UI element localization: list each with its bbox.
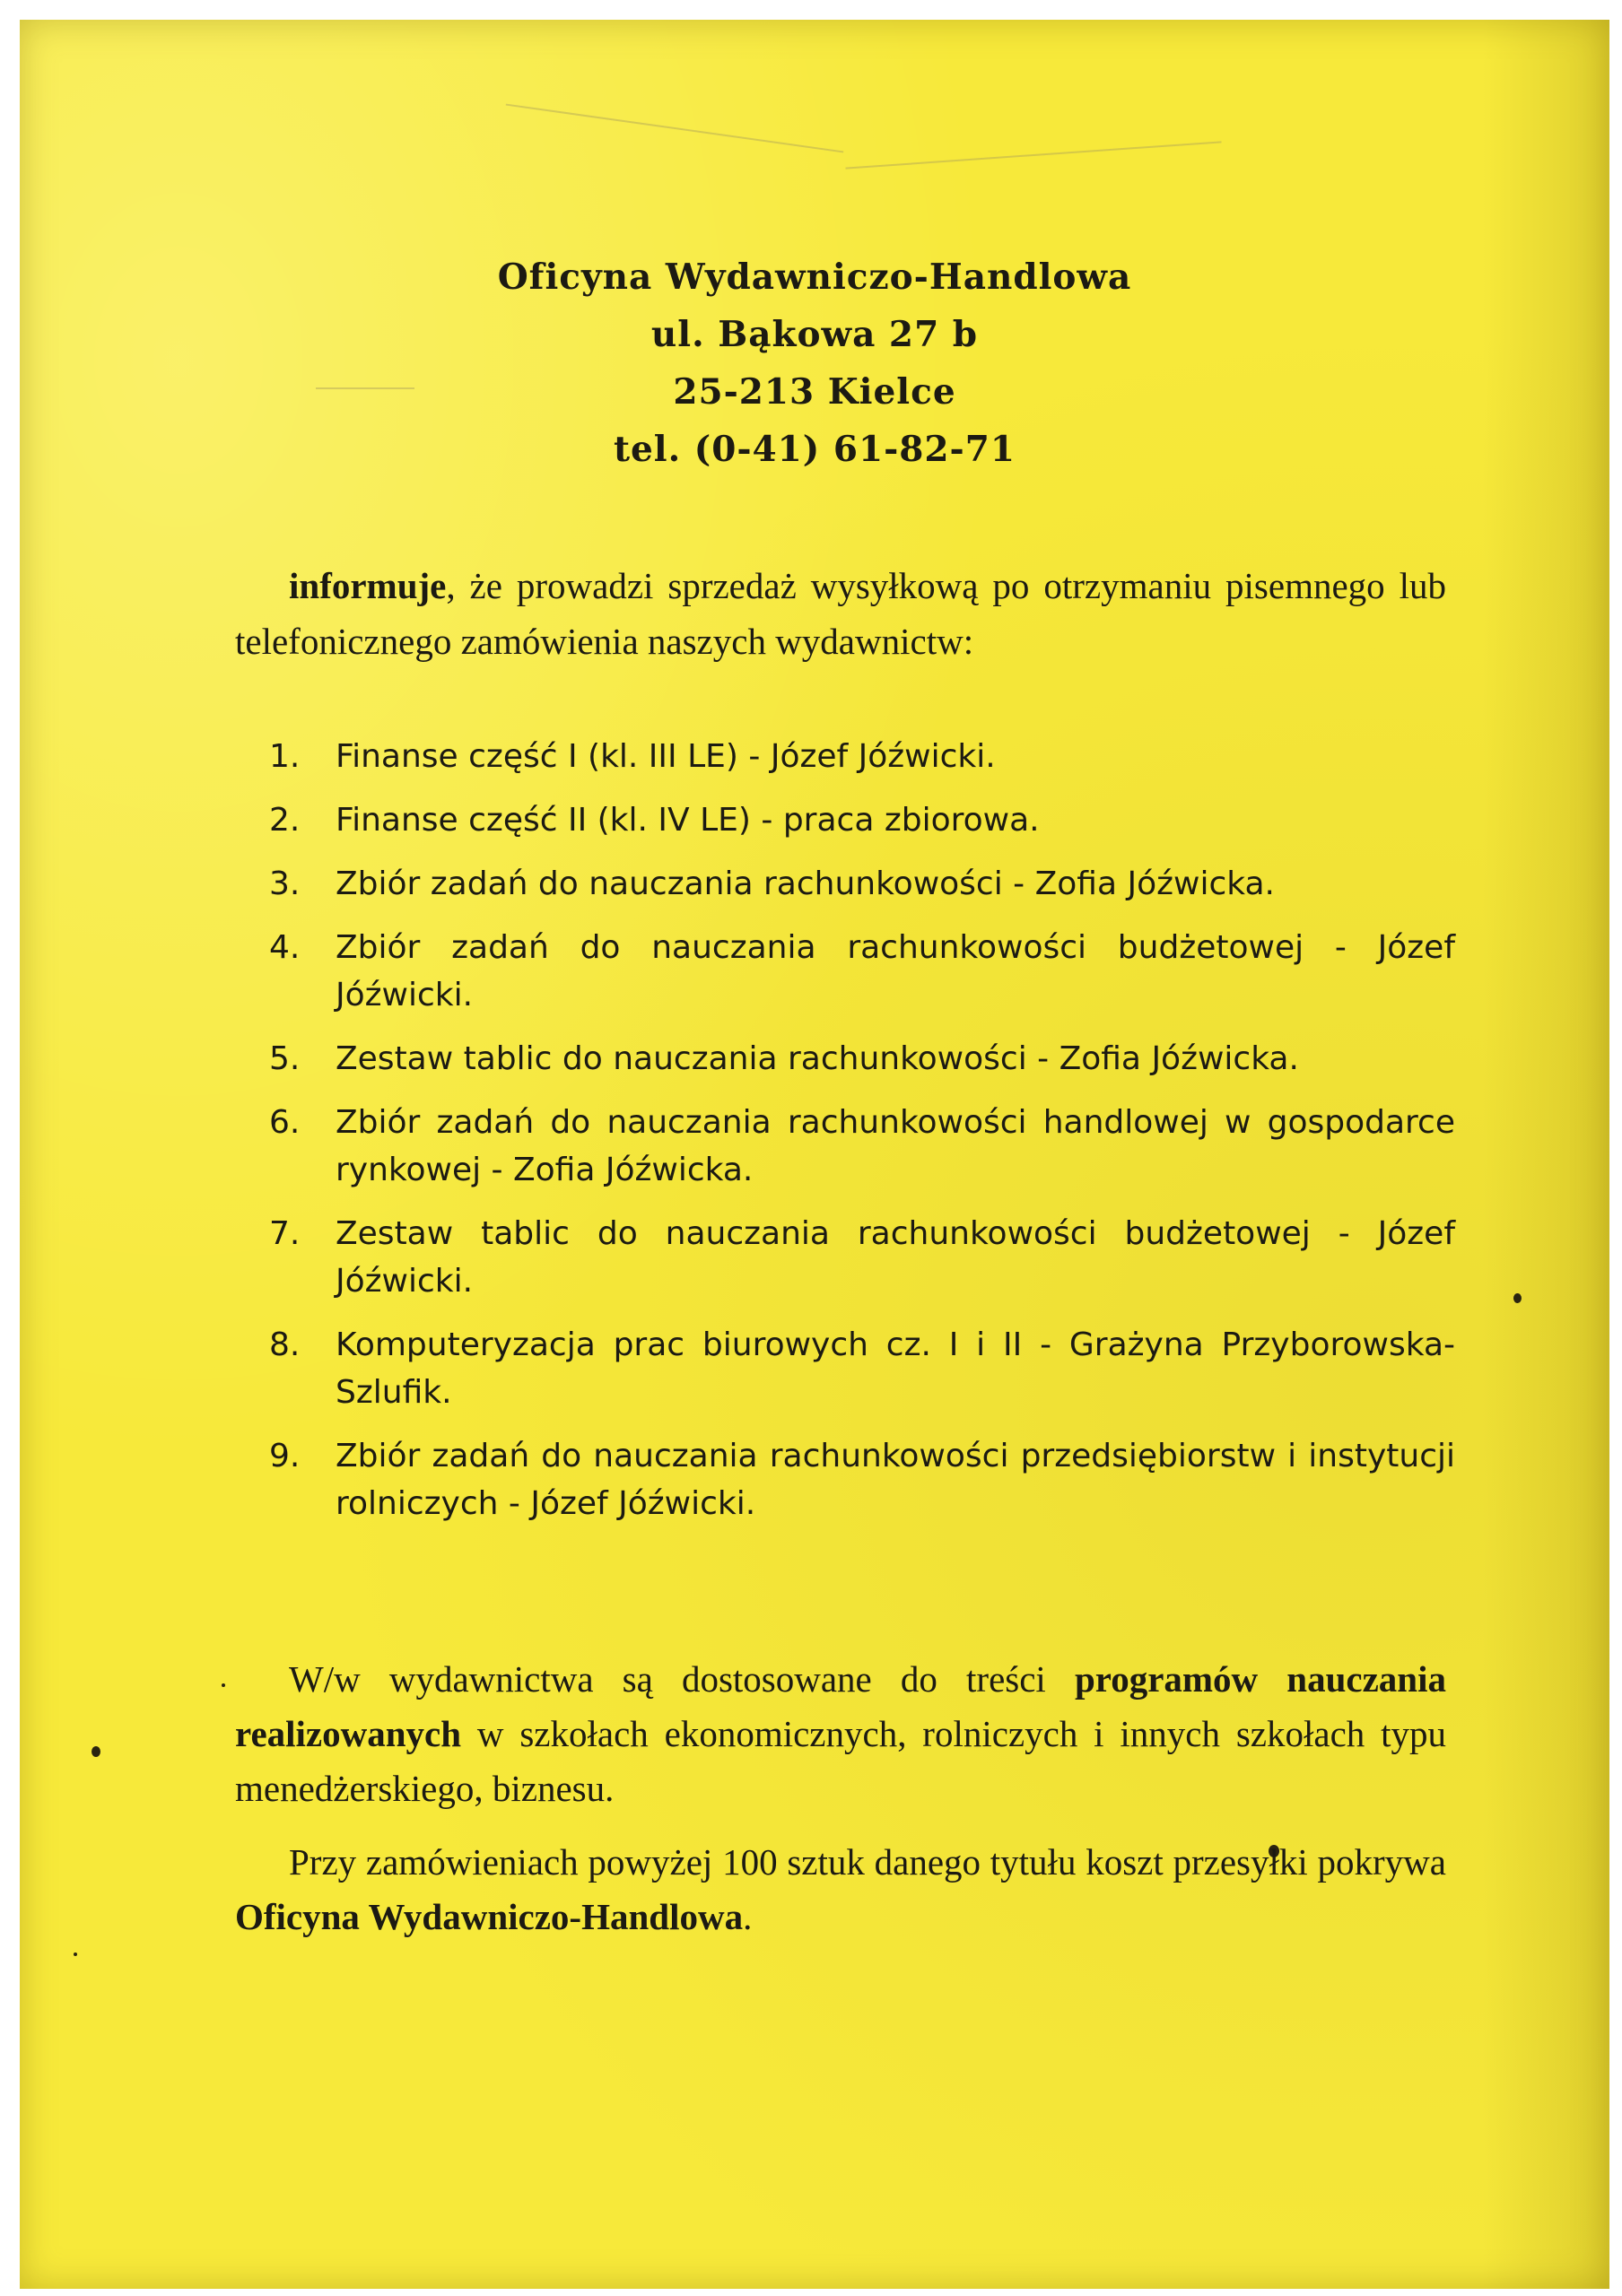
list-item [262, 1432, 1455, 1527]
list-item [262, 733, 1455, 780]
item-number: 7. [269, 1215, 301, 1252]
ink-speck [222, 1683, 225, 1687]
item-text: Zestaw tablic do nauczania rachunkowości budżetowej - Józef Jóźwicki. [336, 1215, 1455, 1300]
item-text: Komputeryzacja prac biurowych cz. I i II - Grażyna Przyborowska-Szlufik. [336, 1326, 1455, 1411]
postal-city: 25-213 Kielce [673, 371, 956, 413]
shipping-text-after: . [743, 1896, 753, 1937]
curriculum-bold: programów nauczania realizowanych [235, 1658, 1446, 1754]
item-number: 1. [269, 738, 301, 775]
item-number: 5. [269, 1040, 301, 1077]
list-item [262, 1035, 1455, 1083]
curriculum-text-before: W/w wydawnictwa są dostosowane do treści [289, 1658, 1075, 1700]
publisher-address-block [20, 248, 1609, 478]
shipping-text-before: Przy zamówieniach powyżej 100 sztuk danego tytułu koszt przesyłki pokrywa [289, 1841, 1446, 1883]
intro-text: , że prowadzi sprzedaż wysyłkową po otrzymaniu pisemnego lub telefonicznego zamówienia naszych wydawnictw: [235, 565, 1446, 662]
shipping-bold: Oficyna Wydawniczo-Handlowa [235, 1896, 744, 1937]
list-item [262, 924, 1455, 1019]
paper-crease [506, 104, 844, 153]
item-number: 3. [269, 865, 301, 902]
item-number: 6. [269, 1104, 301, 1141]
item-number: 9. [269, 1438, 301, 1474]
list-item [262, 796, 1455, 844]
ink-speck [74, 1952, 77, 1956]
intro-paragraph [235, 558, 1446, 669]
ink-speck [1513, 1293, 1522, 1303]
item-text: Zestaw tablic do nauczania rachunkowości - Zofia Jóźwicka. [336, 1040, 1299, 1077]
paper-crease [845, 141, 1221, 169]
item-text: Zbiór zadań do nauczania rachunkowości przedsiębiorstw i instytucji rolniczych - Józef Jóźwicki. [336, 1438, 1455, 1522]
book-back-cover [20, 20, 1609, 2289]
ink-speck [92, 1746, 100, 1757]
shipping-paragraph [235, 1835, 1446, 1944]
item-number: 4. [269, 929, 301, 966]
list-item [262, 1321, 1455, 1416]
item-text: Finanse część I (kl. III LE) - Józef Jóźwicki. [336, 738, 996, 775]
item-number: 2. [269, 802, 301, 839]
curriculum-paragraph [235, 1652, 1446, 1816]
intro-bold: informuje [289, 565, 447, 606]
publisher-name: Oficyna Wydawniczo-Handlowa [497, 257, 1132, 298]
list-item [262, 1099, 1455, 1194]
item-text: Zbiór zadań do nauczania rachunkowości handlowej w gospodarce rynkowej - Zofia Jóźwicka. [336, 1104, 1455, 1188]
list-item [262, 860, 1455, 908]
curriculum-text-after: w szkołach ekonomicznych, rolniczych i innych szkołach typu menedżerskiego, biznesu. [235, 1713, 1446, 1809]
item-text: Finanse część II (kl. IV LE) - praca zbiorowa. [336, 802, 1040, 839]
phone-number: tel. (0-41) 61-82-71 [613, 429, 1016, 470]
item-text: Zbiór zadań do nauczania rachunkowości - Zofia Jóźwicka. [336, 865, 1275, 902]
street-address: ul. Bąkowa 27 b [650, 314, 979, 355]
publication-list [262, 733, 1455, 1544]
item-text: Zbiór zadań do nauczania rachunkowości budżetowej - Józef Jóźwicki. [336, 929, 1455, 1013]
list-item [262, 1210, 1455, 1305]
item-number: 8. [269, 1326, 301, 1363]
